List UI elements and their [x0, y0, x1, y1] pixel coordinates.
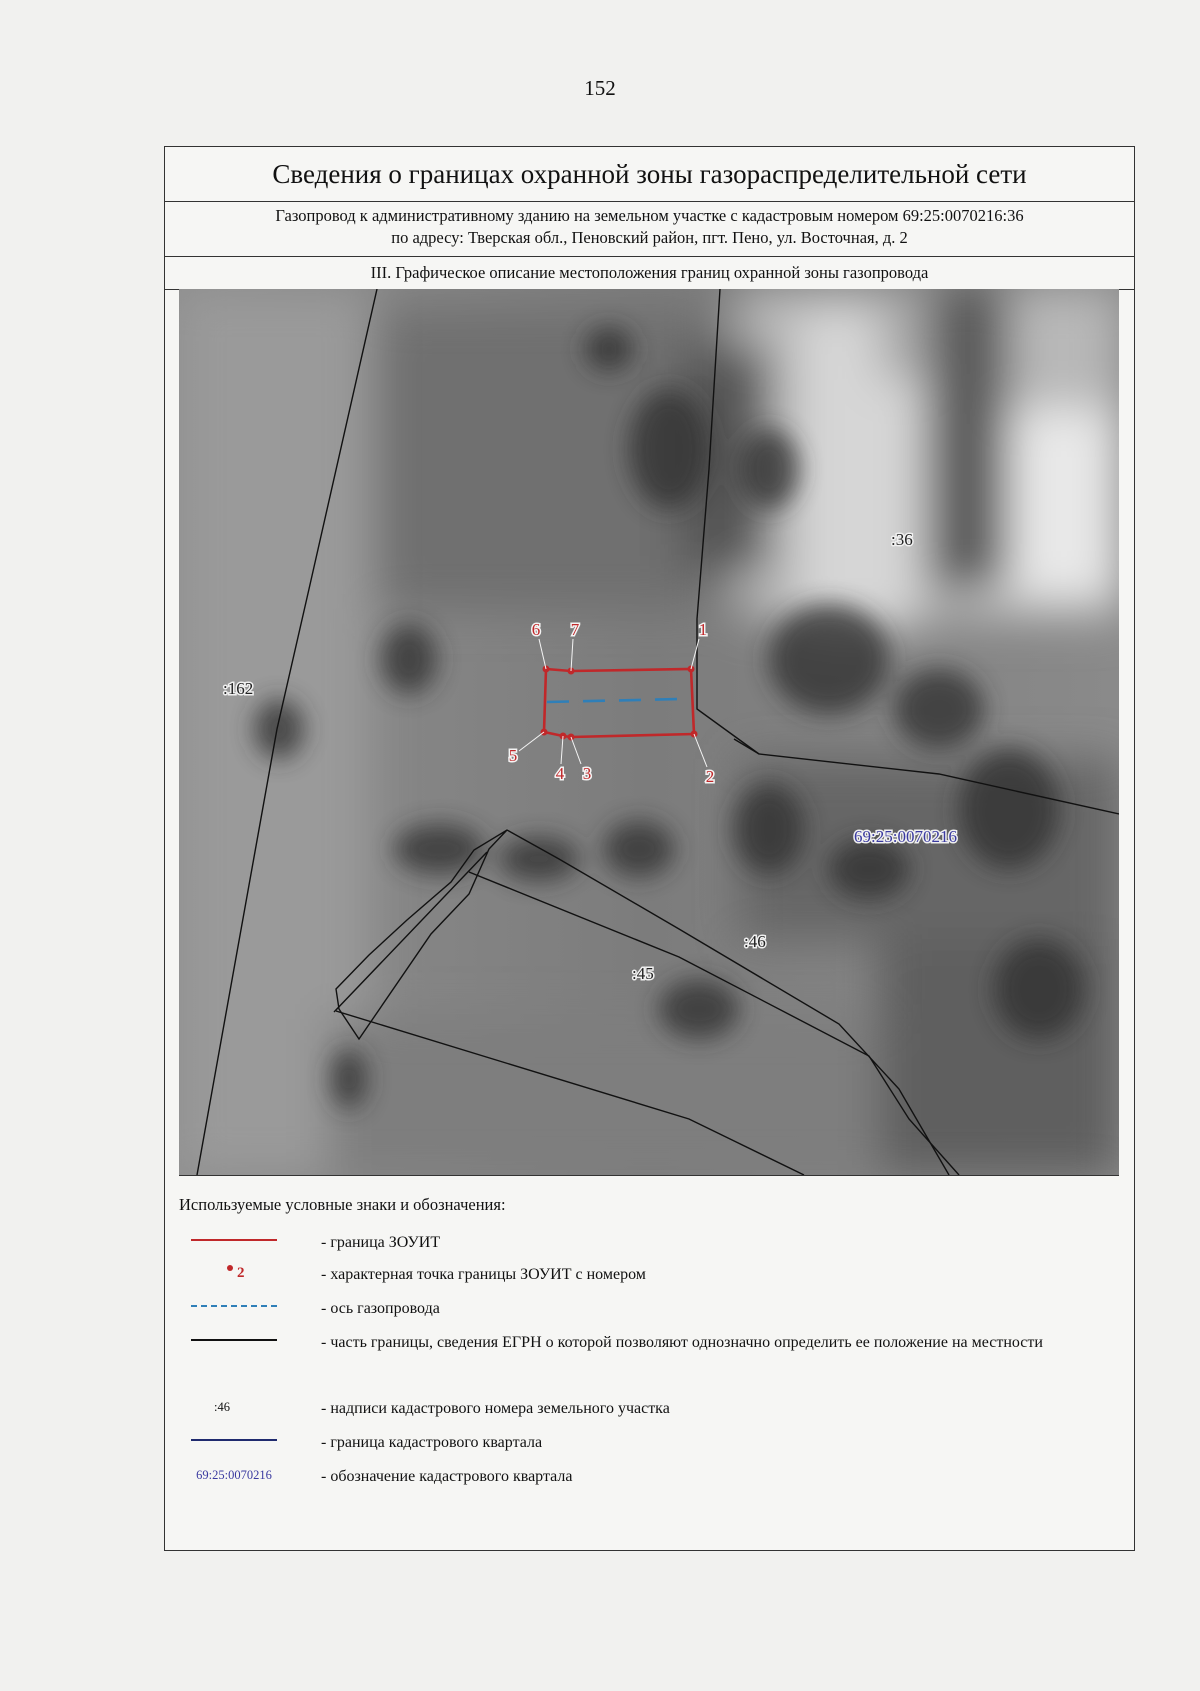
- orthophoto-background: [179, 289, 1119, 1175]
- legend-item-zouit-point: [179, 1259, 1119, 1287]
- legend-point-number: 2: [237, 1265, 245, 1281]
- legend-item-quarter-label: [179, 1461, 1119, 1489]
- map-canvas: [179, 289, 1119, 1175]
- parcel-label-162: :162: [223, 679, 254, 698]
- legend-desc: - надписи кадастрового номера земельного участка: [321, 1400, 670, 1417]
- legend-item-zouit-boundary: [179, 1227, 1119, 1255]
- document-subtitle: [165, 201, 1134, 257]
- point-label-2: 2: [705, 767, 715, 786]
- legend-desc: - ось газопровода: [321, 1300, 440, 1317]
- legend-desc: - характерная точка границы ЗОУИТ с номером: [321, 1266, 646, 1283]
- legend-symbol-black-line: [179, 1327, 289, 1355]
- quarter-label: 69:25:0070216: [854, 827, 957, 846]
- legend-title: Используемые условные знаки и обозначения:: [179, 1195, 506, 1214]
- point-label-5: 5: [508, 746, 518, 765]
- legend-desc: - часть границы, сведения ЕГРН о которой позволяют однозначно определить ее положение на местности: [321, 1334, 1043, 1351]
- legend-symbol-red-line: [179, 1227, 289, 1255]
- legend-item-parcel-label: [179, 1393, 1119, 1421]
- legend-desc: - обозначение кадастрового квартала: [321, 1468, 573, 1485]
- legend-item-quarter-boundary: [179, 1427, 1119, 1455]
- legend-desc: - граница ЗОУИТ: [321, 1234, 441, 1251]
- legend-desc: - граница кадастрового квартала: [321, 1434, 543, 1451]
- point-label-1: 1: [698, 620, 708, 639]
- point-label-3: 3: [582, 764, 592, 783]
- legend-symbol-navy-line: [179, 1427, 289, 1455]
- page-number: 152: [584, 76, 616, 100]
- section-heading: III. Графическое описание местоположения границ охранной зоны газопровода: [165, 257, 1134, 290]
- legend-symbol-blue-dashed-line: [179, 1293, 289, 1321]
- subtitle-line-1: Газопровод к административному зданию на земельном участке с кадастровым номером 69:25:0070216:36: [275, 206, 1024, 225]
- point-label-7: 7: [570, 620, 580, 639]
- legend-symbol-parcel-label: :46: [214, 1400, 230, 1414]
- point-label-6: 6: [531, 620, 541, 639]
- parcel-label-36: :36: [891, 530, 913, 549]
- map-view[interactable]: [179, 289, 1119, 1176]
- parcel-label-46: :46: [744, 932, 766, 951]
- subtitle-line-2: по адресу: Тверская обл., Пеновский район, пгт. Пено, ул. Восточная, д. 2: [391, 228, 908, 247]
- document-title: Сведения о границах охранной зоны газораспределительной сети: [165, 147, 1134, 202]
- legend-item-parcel-boundary: [179, 1327, 1119, 1377]
- legend-item-gas-axis: [179, 1293, 1119, 1321]
- legend-symbol-red-point: [179, 1259, 289, 1287]
- document-frame: [164, 146, 1135, 1551]
- legend-symbol-quarter-label: 69:25:0070216: [196, 1468, 272, 1482]
- parcel-label-45: :45: [632, 964, 654, 983]
- point-label-4: 4: [555, 764, 565, 783]
